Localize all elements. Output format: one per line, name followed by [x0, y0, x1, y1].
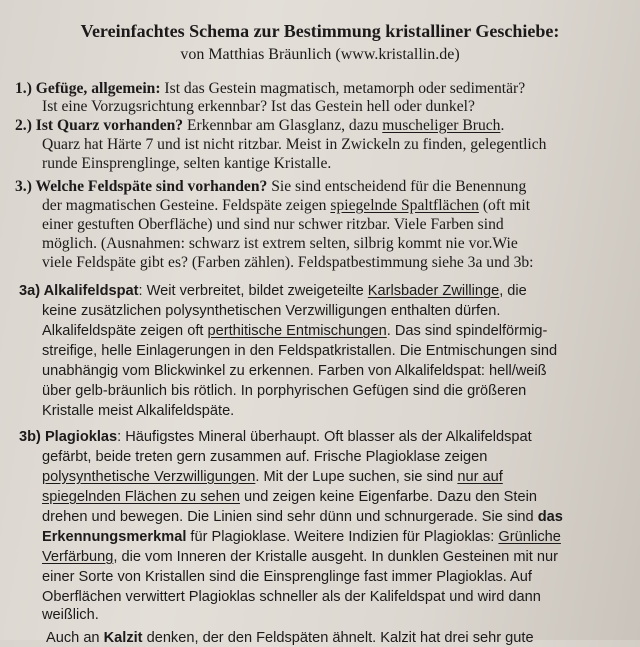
section-3b-line-8: einer Sorte von Kristallen sind die Einsprenglinge fast immer Plagioklas. Auf — [42, 569, 532, 585]
underlined-term: muscheliger Bruch — [382, 117, 501, 134]
underlined-term: Karlsbader Zwillinge — [367, 283, 500, 299]
underlined-term: nur auf — [457, 469, 503, 485]
document-title: Vereinfachtes Schema zur Bestimmung kristalliner Geschiebe: — [80, 21, 560, 41]
section-3b-line-6: Erkennungsmerkmal für Plagioklase. Weitere Indizien für Plagioklas: Grünliche — [42, 529, 561, 545]
section-3b-line-7: Verfärbung, die vom Inneren der Kristalle ausgeht. In dunklen Gesteinen mit nur — [42, 549, 558, 565]
section-3a-heading: 3a) Alkalifeldspat — [19, 283, 139, 299]
section-2-line-3: runde Einsprenglinge, selten kantige Kristalle. — [42, 155, 332, 172]
section-1-line-2: Ist eine Vorzugsrichtung erkennbar? Ist das Gestein hell oder dunkel? — [42, 98, 475, 115]
section-3a-line-4: streifige, helle Einlagerungen in den Feldspatkristallen. Die Entmischungen sind — [42, 343, 558, 359]
section-3-line-3: einer gestuften Oberfläche) und sind nur schwer ritzbar. Viele Farben sind — [42, 216, 504, 233]
section-3-line-5: viele Feldspäte gibt es? (Farben zählen). Feldspatbestimmung siehe 3a und 3b: — [42, 254, 534, 271]
underlined-term: Verfärbung — [42, 549, 114, 565]
section-3a-line-3: Alkalifeldspäte zeigen oft perthitische Entmischungen. Das sind spindelförmig- — [42, 323, 548, 339]
section-2-number: 2.) — [15, 117, 36, 134]
section-3b-line-9: Oberflächen verwittert Plagioklas schneller als der Kalifeldspat und wird dann — [42, 589, 541, 605]
section-3b-line-10: weißlich. — [42, 607, 99, 623]
section-2-line-1: 2.) Ist Quarz vorhanden? Erkennbar am Glasglanz, dazu muscheliger Bruch. — [15, 117, 505, 134]
underlined-term: perthitische Entmischungen — [207, 323, 387, 339]
tail-line: Auch an Kalzit denken, der den Feldspäten ähnelt. Kalzit hat drei sehr gute — [46, 630, 534, 646]
section-2-line-2: Quarz hat Härte 7 und ist nicht ritzbar. Meist in Zwickeln zu finden, gelegentlich — [42, 136, 547, 153]
section-3a-line-1: 3a) Alkalifeldspat: Weit verbreitet, bildet zweigeteilte Karlsbader Zwillinge, die — [19, 283, 527, 299]
section-3b-line-2: gefärbt, beide treten gern zusammen auf. Frische Plagioklase zeigen — [42, 449, 488, 465]
section-3a-line-7: Kristalle meist Alkalifeldspäte. — [42, 403, 235, 419]
section-3a-line-2: keine zusätzlichen polysynthetischen Verzwilligungen enthalten dürfen. — [42, 303, 501, 319]
section-3b-heading: 3b) Plagioklas — [19, 429, 118, 445]
underlined-term: Grünliche — [498, 529, 561, 545]
document-subtitle: von Matthias Bräunlich (www.kristallin.de) — [180, 46, 460, 63]
section-3a-line-5: unabhängig vom Blickwinkel zu erkennen. Farben von Alkalifeldspat: hell/weiß — [42, 363, 547, 379]
section-3b-line-4: spiegelnden Flächen zu sehen und zeigen keine Eigenfarbe. Dazu den Stein — [42, 489, 537, 505]
section-1-line-1: 1.) Gefüge, allgemein: Ist das Gestein magmatisch, metamorph oder sedimentär? — [15, 80, 526, 97]
section-3-line-4: möglich. (Ausnahmen: schwarz ist extrem selten, silbrig kommt nie vor.Wie — [42, 235, 518, 252]
section-3-heading: Welche Feldspäte sind vorhanden? — [35, 178, 268, 195]
section-1-number: 1.) — [15, 80, 36, 97]
section-2-heading: Ist Quarz vorhanden? — [35, 117, 184, 134]
section-3b-line-5: drehen und bewegen. Die Linien sind sehr dünn und schnurgerade. Sie sind das — [42, 509, 563, 525]
underlined-term: spiegelnde Spaltflächen — [330, 197, 479, 214]
section-3-line-1: 3.) Welche Feldspäte sind vorhanden? Sie sind entscheidend für die Benennung — [15, 178, 527, 195]
underlined-term: polysynthetische Verzwilligungen — [42, 469, 256, 485]
section-1-heading: Gefüge, allgemein: — [35, 80, 161, 97]
section-3a-line-6: über gelb-bräunlich bis rötlich. In porphyrischen Gefügen sind die größeren — [42, 383, 527, 399]
section-3b-line-1: 3b) Plagioklas: Häufigstes Mineral überhaupt. Oft blasser als der Alkalifeldspat — [19, 429, 532, 445]
section-3-number: 3.) — [15, 178, 36, 195]
section-3-line-2: der magmatischen Gesteine. Feldspäte zeigen spiegelnde Spaltflächen (oft mit — [42, 197, 531, 214]
section-3b-line-3: polysynthetische Verzwilligungen. Mit der Lupe suchen, sie sind nur auf — [42, 469, 503, 485]
underlined-term: spiegelnden Flächen zu sehen — [42, 489, 240, 505]
